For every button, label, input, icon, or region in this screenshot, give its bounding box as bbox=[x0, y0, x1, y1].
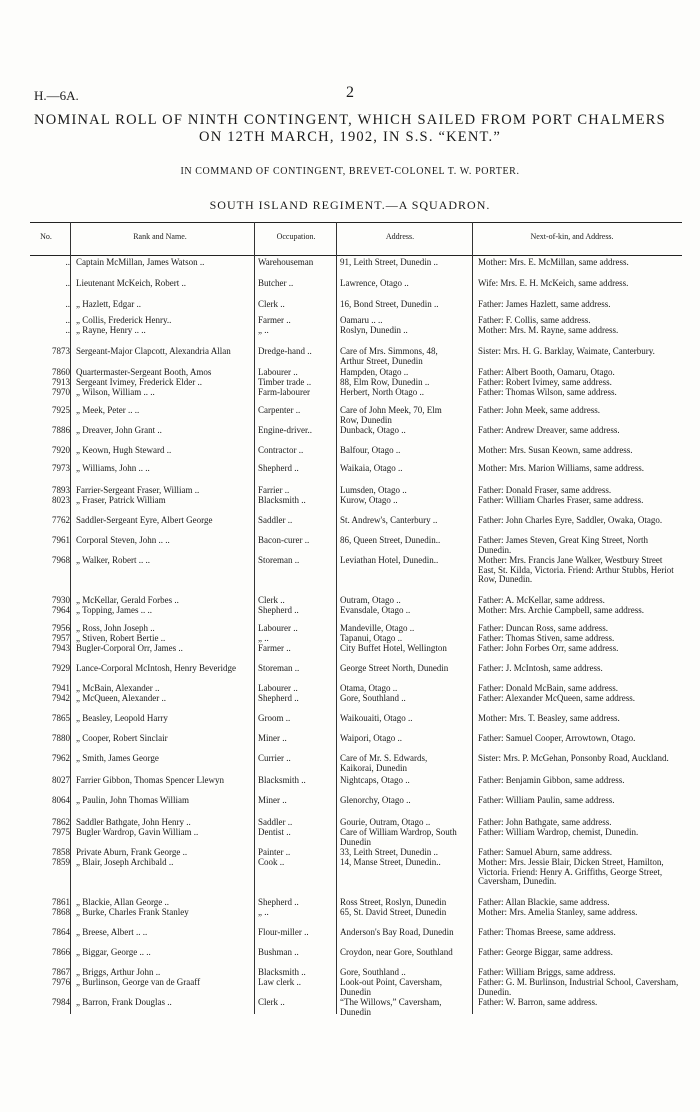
cell-no: 7880 bbox=[52, 733, 70, 743]
cell-no: 7893 bbox=[52, 485, 70, 495]
cell-occupation: Blacksmith .. bbox=[258, 775, 306, 785]
table-header bbox=[30, 222, 682, 256]
cell-no: 7873 bbox=[52, 346, 70, 356]
cell-next-of-kin: Wife: Mrs. E. H. McKeich, same address. bbox=[478, 278, 629, 288]
cell-rank-name: Farrier Gibbon, Thomas Spencer Llewyn bbox=[76, 775, 225, 785]
cell-next-of-kin: Father: Benjamin Gibbon, same address. bbox=[478, 775, 625, 785]
cell-address: Mandeville, Otago .. bbox=[340, 623, 415, 633]
cell-occupation: Law clerk .. bbox=[258, 977, 301, 987]
cell-next-of-kin: Father: John Bathgate, same address. bbox=[478, 817, 612, 827]
cell-address: 91, Leith Street, Dunedin .. bbox=[340, 257, 438, 267]
cell-no: 7929 bbox=[52, 663, 70, 673]
cell-occupation: Clerk .. bbox=[258, 299, 285, 309]
cell-address: Waikouaiti, Otago .. bbox=[340, 713, 413, 723]
col-header-kin: Next-of-kin, and Address. bbox=[530, 232, 614, 241]
cell-address: Gore, Southland .. bbox=[340, 967, 406, 977]
col-divider bbox=[254, 222, 255, 1014]
cell-occupation: Storeman .. bbox=[258, 663, 300, 673]
cell-occupation: Blacksmith .. bbox=[258, 967, 306, 977]
cell-rank-name: Quartermaster-Sergeant Booth, Amos bbox=[76, 367, 212, 377]
cell-next-of-kin: Father: John Meek, same address. bbox=[478, 405, 600, 415]
cell-rank-name: „ Stiven, Robert Bertie .. bbox=[76, 633, 166, 643]
cell-rank-name: „ Collis, Frederick Henry.. bbox=[76, 315, 172, 325]
cell-address: Ross Street, Roslyn, Dunedin bbox=[340, 897, 447, 907]
cell-rank-name: „ Fraser, Patrick William bbox=[76, 495, 166, 505]
cell-no: 7868 bbox=[52, 907, 70, 917]
cell-occupation: Engine-driver.. bbox=[258, 425, 312, 435]
cell-occupation: Saddler .. bbox=[258, 817, 293, 827]
cell-next-of-kin: Father: James Steven, Great King Street, North Dunedin. bbox=[478, 535, 648, 555]
document-ref: H.—6A. bbox=[34, 88, 79, 103]
cell-address: Lawrence, Otago .. bbox=[340, 278, 409, 288]
cell-no: 7968 bbox=[52, 555, 70, 565]
cell-next-of-kin: Father: George Biggar, same address. bbox=[478, 947, 613, 957]
cell-rank-name: Corporal Steven, John .. .. bbox=[76, 535, 170, 545]
cell-occupation: Shepherd .. bbox=[258, 897, 299, 907]
cell-address: Look-out Point, Caversham, Dunedin bbox=[340, 977, 442, 997]
cell-rank-name: „ Paulin, John Thomas William bbox=[76, 795, 190, 805]
cell-occupation: Cook .. bbox=[258, 857, 285, 867]
cell-no: 7920 bbox=[52, 445, 70, 455]
cell-rank-name: Bugler Wardrop, Gavin William .. bbox=[76, 827, 199, 837]
col-divider bbox=[472, 222, 473, 1014]
cell-address: Care of Mrs. Simmons, 48, Arthur Street, Dunedin bbox=[340, 346, 438, 366]
cell-next-of-kin: Father: J. McIntosh, same address. bbox=[478, 663, 603, 673]
cell-next-of-kin: Father: A. McKellar, same address. bbox=[478, 595, 605, 605]
cell-rank-name: „ Dreaver, John Grant .. bbox=[76, 425, 162, 435]
cell-next-of-kin: Father: Alexander McQueen, same address. bbox=[478, 693, 635, 703]
command-line: IN COMMAND OF CONTINGENT, BREVET-COLONEL T. W. PORTER. bbox=[180, 166, 520, 177]
cell-next-of-kin: Father: John Charles Eyre, Saddler, Owaka, Otago. bbox=[478, 515, 663, 525]
col-header-occupation: Occupation. bbox=[276, 232, 316, 241]
cell-no: 7964 bbox=[52, 605, 70, 615]
cell-address: Waipori, Otago .. bbox=[340, 733, 403, 743]
cell-no: 7859 bbox=[52, 857, 70, 867]
cell-next-of-kin: Father: Andrew Dreaver, same address. bbox=[478, 425, 620, 435]
cell-occupation: Shepherd .. bbox=[258, 463, 299, 473]
cell-occupation: „ .. bbox=[258, 325, 269, 335]
cell-no: .. bbox=[65, 325, 70, 335]
cell-next-of-kin: Mother: Mrs. Francis Jane Walker, Westbury Street East, St. Kilda, Victoria. Friend: Arthur Stubbs, Heriot Row, Dunedin. bbox=[478, 555, 674, 585]
cell-next-of-kin: Mother: Mrs. Amelia Stanley, same address. bbox=[478, 907, 638, 917]
cell-no: 7961 bbox=[52, 535, 70, 545]
cell-address: Kurow, Otago .. bbox=[340, 495, 398, 505]
cell-rank-name: „ Blackie, Allan George .. bbox=[76, 897, 170, 907]
cell-no: .. bbox=[65, 257, 70, 267]
cell-address: Croydon, near Gore, Southland bbox=[340, 947, 453, 957]
cell-occupation: Shepherd .. bbox=[258, 693, 299, 703]
cell-no: 7941 bbox=[52, 683, 70, 693]
cell-no: 7866 bbox=[52, 947, 70, 957]
cell-next-of-kin: Father: William Charles Fraser, same address. bbox=[478, 495, 644, 505]
cell-occupation: Farmer .. bbox=[258, 643, 291, 653]
col-divider bbox=[70, 222, 71, 1014]
cell-no: 7925 bbox=[52, 405, 70, 415]
cell-address: City Buffet Hotel, Wellington bbox=[340, 643, 447, 653]
regiment-heading: SOUTH ISLAND REGIMENT.—A SQUADRON. bbox=[209, 198, 491, 212]
cell-next-of-kin: Father: Robert Ivimey, same address. bbox=[478, 377, 612, 387]
cell-no: 7962 bbox=[52, 753, 70, 763]
cell-rank-name: „ Rayne, Henry .. .. bbox=[76, 325, 146, 335]
cell-rank-name: „ McBain, Alexander .. bbox=[76, 683, 160, 693]
cell-next-of-kin: Father: William Paulin, same address. bbox=[478, 795, 615, 805]
cell-occupation: Blacksmith .. bbox=[258, 495, 306, 505]
cell-address: “The Willows,” Caversham, Dunedin bbox=[340, 997, 442, 1017]
cell-rank-name: „ Hazlett, Edgar .. bbox=[76, 299, 141, 309]
cell-rank-name: Farrier-Sergeant Fraser, William .. bbox=[76, 485, 200, 495]
cell-rank-name: „ Barron, Frank Douglas .. bbox=[76, 997, 172, 1007]
cell-occupation: Clerk .. bbox=[258, 997, 285, 1007]
cell-next-of-kin: Sister: Mrs. P. McGehan, Ponsonby Road, Auckland. bbox=[478, 753, 669, 763]
cell-next-of-kin: Sister: Mrs. H. G. Barklay, Waimate, Canterbury. bbox=[478, 346, 655, 356]
cell-address: Glenorchy, Otago .. bbox=[340, 795, 411, 805]
cell-next-of-kin: Father: Donald Fraser, same address. bbox=[478, 485, 612, 495]
cell-occupation: „ .. bbox=[258, 633, 269, 643]
cell-address: Tapanui, Otago .. bbox=[340, 633, 403, 643]
cell-no: 7861 bbox=[52, 897, 70, 907]
cell-occupation: Farrier .. bbox=[258, 485, 290, 495]
cell-next-of-kin: Father: Samuel Cooper, Arrowtown, Otago. bbox=[478, 733, 636, 743]
cell-no: 7930 bbox=[52, 595, 70, 605]
cell-address: 88, Elm Row, Dunedin .. bbox=[340, 377, 430, 387]
cell-rank-name: „ Beasley, Leopold Harry bbox=[76, 713, 168, 723]
cell-next-of-kin: Mother: Mrs. Susan Keown, same address. bbox=[478, 445, 633, 455]
cell-occupation: Labourer .. bbox=[258, 683, 298, 693]
cell-no: .. bbox=[65, 299, 70, 309]
cell-occupation: Farm-labourer bbox=[258, 387, 310, 397]
cell-rank-name: „ Cooper, Robert Sinclair bbox=[76, 733, 168, 743]
cell-no: 7862 bbox=[52, 817, 70, 827]
cell-no: 7973 bbox=[52, 463, 70, 473]
cell-rank-name: Sergeant Ivimey, Frederick Elder .. bbox=[76, 377, 202, 387]
page-number: 2 bbox=[346, 84, 354, 101]
cell-next-of-kin: Father: William Wardrop, chemist, Dunedin. bbox=[478, 827, 639, 837]
cell-next-of-kin: Father: Allan Blackie, same address. bbox=[478, 897, 610, 907]
cell-next-of-kin: Father: G. M. Burlinson, Industrial School, Caversham, Dunedin. bbox=[478, 977, 679, 997]
cell-address: Herbert, North Otago .. bbox=[340, 387, 424, 397]
col-header-no: No. bbox=[40, 232, 52, 241]
cell-address: 65, St. David Street, Dunedin bbox=[340, 907, 447, 917]
cell-no: 8027 bbox=[52, 775, 70, 785]
cell-rank-name: „ Williams, John .. .. bbox=[76, 463, 150, 473]
cell-rank-name: „ Breese, Albert .. .. bbox=[76, 927, 148, 937]
cell-no: 7762 bbox=[52, 515, 70, 525]
cell-next-of-kin: Father: W. Barron, same address. bbox=[478, 997, 598, 1007]
cell-occupation: Timber trade .. bbox=[258, 377, 312, 387]
cell-next-of-kin: Mother: Mrs. Marion Williams, same address. bbox=[478, 463, 644, 473]
cell-next-of-kin: Father: Thomas Stiven, same address. bbox=[478, 633, 615, 643]
cell-address: 16, Bond Street, Dunedin .. bbox=[340, 299, 439, 309]
cell-occupation: Painter .. bbox=[258, 847, 291, 857]
cell-address: Outram, Otago .. bbox=[340, 595, 401, 605]
cell-no: .. bbox=[65, 278, 70, 288]
cell-address: Hampden, Otago .. bbox=[340, 367, 409, 377]
cell-no: 7984 bbox=[52, 997, 70, 1007]
cell-address: Nightcaps, Otago .. bbox=[340, 775, 410, 785]
cell-rank-name: Lieutenant McKeich, Robert .. bbox=[76, 278, 186, 288]
cell-no: 7886 bbox=[52, 425, 70, 435]
cell-no: 7957 bbox=[52, 633, 70, 643]
cell-no: 7913 bbox=[52, 377, 70, 387]
cell-address: Oamaru .. .. bbox=[340, 315, 383, 325]
cell-no: 7956 bbox=[52, 623, 70, 633]
cell-no: 8023 bbox=[52, 495, 70, 505]
col-header-address: Address. bbox=[385, 232, 415, 241]
cell-address: Anderson's Bay Road, Dunedin bbox=[340, 927, 454, 937]
cell-next-of-kin: Father: John Forbes Orr, same address. bbox=[478, 643, 619, 653]
cell-next-of-kin: Father: Thomas Wilson, same address. bbox=[478, 387, 617, 397]
cell-no: 7867 bbox=[52, 967, 70, 977]
cell-occupation: Labourer .. bbox=[258, 623, 298, 633]
cell-rank-name: „ Topping, James .. .. bbox=[76, 605, 152, 615]
cell-occupation: Contractor .. bbox=[258, 445, 304, 455]
cell-address: George Street North, Dunedin bbox=[340, 663, 449, 673]
cell-rank-name: Saddler-Sergeant Eyre, Albert George bbox=[76, 515, 213, 525]
cell-rank-name: „ Meek, Peter .. .. bbox=[76, 405, 140, 415]
cell-rank-name: „ Smith, James George bbox=[76, 753, 159, 763]
cell-occupation: Bacon-curer .. bbox=[258, 535, 310, 545]
cell-no: .. bbox=[65, 315, 70, 325]
cell-address: 86, Queen Street, Dunedin.. bbox=[340, 535, 441, 545]
cell-occupation: Currier .. bbox=[258, 753, 291, 763]
cell-rank-name: „ Keown, Hugh Steward .. bbox=[76, 445, 172, 455]
cell-rank-name: „ Ross, John Joseph .. bbox=[76, 623, 155, 633]
cell-occupation: „ .. bbox=[258, 907, 269, 917]
cell-occupation: Bushman .. bbox=[258, 947, 299, 957]
cell-occupation: Saddler .. bbox=[258, 515, 293, 525]
cell-address: 14, Manse Street, Dunedin.. bbox=[340, 857, 441, 867]
cell-next-of-kin: Mother: Mrs. E. McMillan, same address. bbox=[478, 257, 629, 267]
cell-occupation: Miner .. bbox=[258, 795, 287, 805]
cell-rank-name: „ McQueen, Alexander .. bbox=[76, 693, 166, 703]
cell-rank-name: „ Blair, Joseph Archibald .. bbox=[76, 857, 174, 867]
cell-address: 33, Leith Street, Dunedin .. bbox=[340, 847, 438, 857]
cell-next-of-kin: Father: Samuel Aburn, same address. bbox=[478, 847, 612, 857]
cell-occupation: Clerk .. bbox=[258, 595, 285, 605]
cell-no: 7943 bbox=[52, 643, 70, 653]
cell-next-of-kin: Father: William Briggs, same address. bbox=[478, 967, 616, 977]
cell-address: Roslyn, Dunedin .. bbox=[340, 325, 408, 335]
cell-next-of-kin: Father: James Hazlett, same address. bbox=[478, 299, 611, 309]
cell-rank-name: Lance-Corporal McIntosh, Henry Beveridge bbox=[76, 663, 236, 673]
cell-no: 7858 bbox=[52, 847, 70, 857]
cell-rank-name: Bugler-Corporal Orr, James .. bbox=[76, 643, 183, 653]
cell-no: 7942 bbox=[52, 693, 70, 703]
cell-occupation: Butcher .. bbox=[258, 278, 294, 288]
cell-next-of-kin: Mother: Mrs. Jessie Blair, Dicken Street, Hamilton, Victoria. Friend: Henry A. Griffiths, George Street, Caversham, Dunedin. bbox=[478, 857, 664, 887]
page-title: NOMINAL ROLL OF NINTH CONTINGENT, WHICH SAILED FROM PORT CHALMERS ON 12TH MARCH, 1902, IN S.S. “KENT.” bbox=[34, 112, 666, 145]
cell-occupation: Carpenter .. bbox=[258, 405, 301, 415]
cell-occupation: Miner .. bbox=[258, 733, 287, 743]
cell-no: 7976 bbox=[52, 977, 70, 987]
cell-occupation: Dredge-hand .. bbox=[258, 346, 312, 356]
cell-address: Dunback, Otago .. bbox=[340, 425, 406, 435]
cell-address: Care of William Wardrop, South Dunedin bbox=[340, 827, 457, 847]
cell-next-of-kin: Father: Duncan Ross, same address. bbox=[478, 623, 608, 633]
col-divider bbox=[336, 222, 337, 1014]
cell-no: 7975 bbox=[52, 827, 70, 837]
cell-rank-name: „ Briggs, Arthur John .. bbox=[76, 967, 161, 977]
cell-rank-name: „ Burlinson, George van de Graaff bbox=[76, 977, 201, 987]
cell-occupation: Storeman .. bbox=[258, 555, 300, 565]
cell-occupation: Dentist .. bbox=[258, 827, 291, 837]
cell-no: 8064 bbox=[52, 795, 70, 805]
cell-no: 7860 bbox=[52, 367, 70, 377]
cell-rank-name: „ McKellar, Gerald Forbes .. bbox=[76, 595, 179, 605]
cell-occupation: Groom .. bbox=[258, 713, 291, 723]
cell-address: Gourie, Outram, Otago .. bbox=[340, 817, 431, 827]
cell-next-of-kin: Mother: Mrs. Archie Campbell, same address. bbox=[478, 605, 644, 615]
cell-rank-name: Sergeant-Major Clapcott, Alexandria Allan bbox=[76, 346, 231, 356]
cell-next-of-kin: Father: F. Collis, same address. bbox=[478, 315, 591, 325]
cell-rank-name: Saddler Bathgate, John Henry .. bbox=[76, 817, 191, 827]
cell-next-of-kin: Mother: Mrs. T. Beasley, same address. bbox=[478, 713, 620, 723]
cell-next-of-kin: Mother: Mrs. M. Rayne, same address. bbox=[478, 325, 619, 335]
cell-occupation: Labourer .. bbox=[258, 367, 298, 377]
cell-no: 7864 bbox=[52, 927, 70, 937]
cell-occupation: Warehouseman bbox=[258, 257, 314, 267]
cell-address: St. Andrew's, Canterbury .. bbox=[340, 515, 438, 525]
cell-address: Care of Mr. S. Edwards, Kaikorai, Dunedin bbox=[340, 753, 428, 773]
cell-next-of-kin: Father: Donald McBain, same address. bbox=[478, 683, 618, 693]
cell-address: Otama, Otago .. bbox=[340, 683, 398, 693]
cell-address: Evansdale, Otago .. bbox=[340, 605, 411, 615]
cell-occupation: Farmer .. bbox=[258, 315, 291, 325]
cell-next-of-kin: Father: Albert Booth, Oamaru, Otago. bbox=[478, 367, 615, 377]
cell-occupation: Flour-miller .. bbox=[258, 927, 309, 937]
col-header-rank: Rank and Name. bbox=[133, 232, 187, 241]
cell-rank-name: Private Aburn, Frank George .. bbox=[76, 847, 188, 857]
cell-rank-name: „ Wilson, William .. .. bbox=[76, 387, 155, 397]
cell-occupation: Shepherd .. bbox=[258, 605, 299, 615]
cell-rank-name: „ Burke, Charles Frank Stanley bbox=[76, 907, 189, 917]
cell-address: Leviathan Hotel, Dunedin.. bbox=[340, 555, 439, 565]
cell-no: 7865 bbox=[52, 713, 70, 723]
cell-address: Balfour, Otago .. bbox=[340, 445, 401, 455]
cell-rank-name: „ Biggar, George .. .. bbox=[76, 947, 151, 957]
cell-next-of-kin: Father: Thomas Breese, same address. bbox=[478, 927, 616, 937]
cell-address: Waikaia, Otago .. bbox=[340, 463, 403, 473]
cell-address: Care of John Meek, 70, Elm Row, Dunedin bbox=[340, 405, 442, 425]
cell-no: 7970 bbox=[52, 387, 70, 397]
cell-address: Gore, Southland .. bbox=[340, 693, 406, 703]
cell-address: Lumsden, Otago .. bbox=[340, 485, 407, 495]
cell-rank-name: Captain McMillan, James Watson .. bbox=[76, 257, 205, 267]
cell-rank-name: „ Walker, Robert .. .. bbox=[76, 555, 150, 565]
